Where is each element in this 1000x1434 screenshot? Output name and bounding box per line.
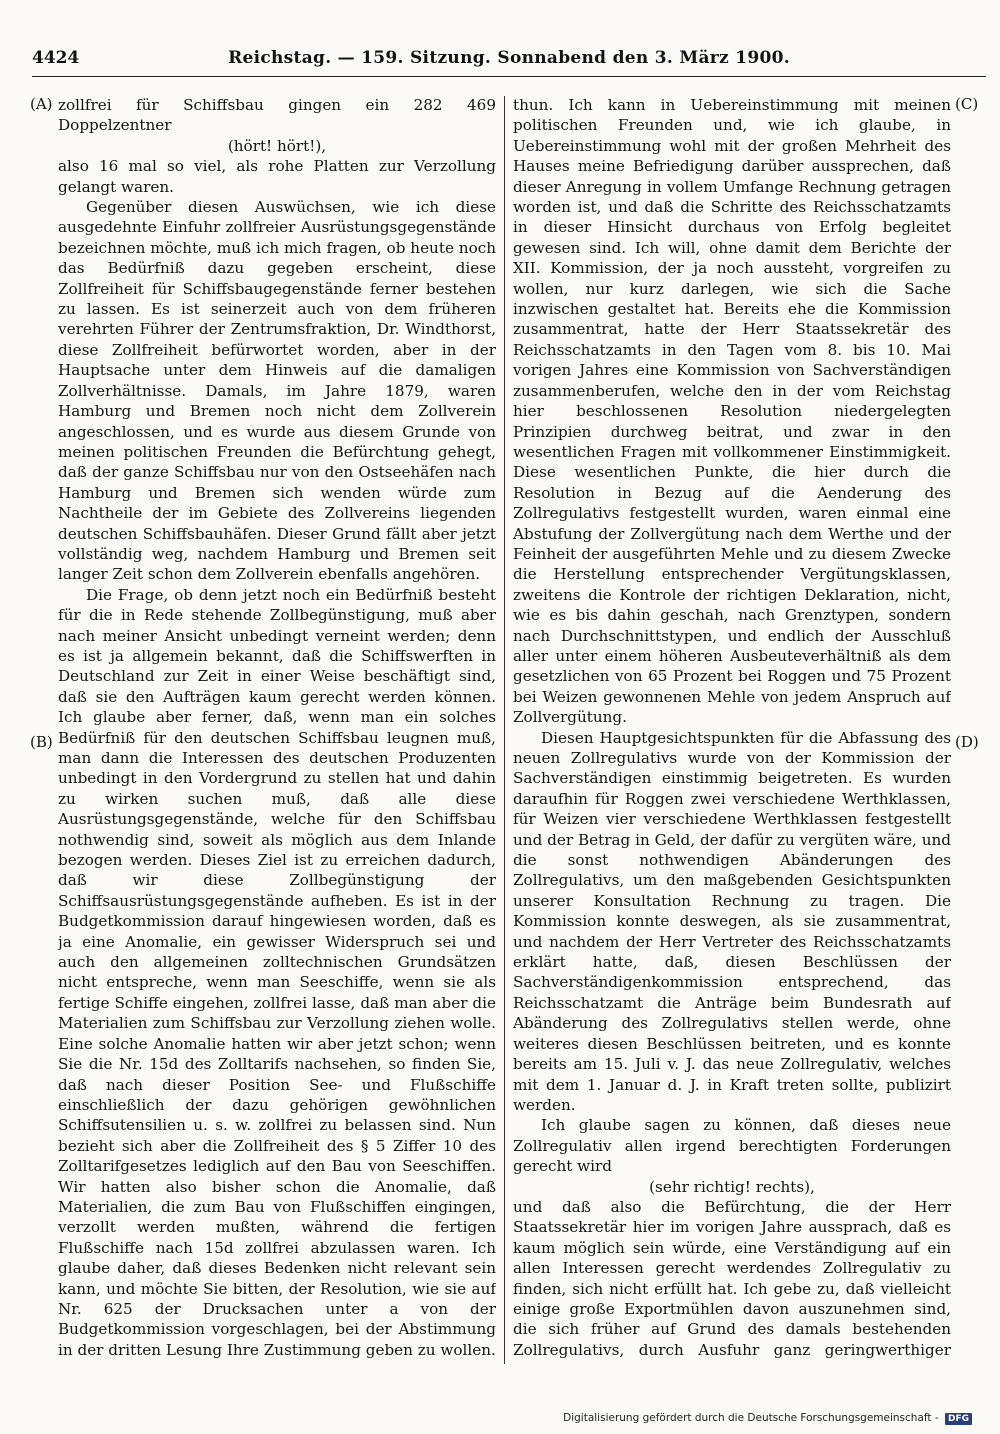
margin-mark-b: (B) [30,733,53,751]
margin-mark-a: (A) [30,95,53,113]
right-column [513,95,951,1363]
margin-mark-c: (C) [955,95,979,113]
running-title: Reichstag. — 159. Sitzung. Sonnabend den 3. März 1900. [228,48,790,68]
paragraph: und daß also die Befürchtung, die der Herr Staatssekretär hier im vorigen Jahre aussprach, daß es kaum möglich sein würde, eine Verständigung auf ein allen Interessen gerecht werdendes Zollregulativ zu finden, sich nicht erfüllt hat. Ich gebe zu, daß vielleicht einige große Exportmühlen davon auszunehmen sind, die sich früher auf Grund des damals bestehenden Zollregulativs, durch Ausfuhr ganz geringwerthiger [513,1197,951,1359]
header-rule [32,76,986,77]
page-header [32,48,986,72]
margin-mark-d: (D) [955,733,979,751]
column-separator [504,96,505,1364]
page-number: 4424 [32,48,80,68]
interjection: (sehr richtig! rechts), [649,1177,815,1196]
paragraph: also 16 mal so viel, als rohe Platten zur Verzollung gelangt waren. [58,157,496,196]
paragraph: Diesen Hauptgesichtspunkten für die Abfassung des neuen Zollregulativs wurde von der Kommission der Sachverständigen einstimmig beigetreten. Es wurden daraufhin für Roggen zwei verschiedene Werthklassen, für Weizen vier verschiedene Werthklassen festgestellt und der Betrag in Geld, der dafür zu vergüten wäre, und die sonst nothwendigen Abänderungen des Zollregulativs, um den maßgebenden Gesichtspunkten unserer Konsultation Rechnung zu tragen. Die Kommission konnte deswegen, als sie zusammentrat, und nachdem der Herr Vertreter des Reichsschatzamts erklärt hatte, daß, diesen Beschlüssen der Sachverständigenkommission entsprechend, das Reichsschatzamt die Anträge beim Bundesrath auf Abänderung des Zollregulativs stellen werde, ohne weiteres diesen Beschlüssen beitreten, und es konnte bereits am 15. Juli v. J. das neue Zollregulativ, welches mit dem 1. Januar d. J. in Kraft treten sollte, publizirt werden. [513,728,951,1114]
paragraph: zollfrei für Schiffsbau gingen ein 282 469 Doppelzentner [58,96,496,135]
interjection: (hört! hört!), [227,136,327,155]
left-column [58,95,496,1363]
paragraph: Die Frage, ob denn jetzt noch ein Bedürfniß besteht für die in Rede stehende Zollbegünstigung, muß aber nach meiner Ansicht unbedingt verneint werden; denn es ist ja allgemein bekannt, daß die Schiffswerften in Deutschland zur Zeit in einer Weise beschäftigt sind, daß sie den Aufträgen kaum gerecht werden können. Ich glaube aber ferner, daß, wenn man ein solches Bedürfniß für den deutschen Schiffsbau leugnen muß, man dann die Interessen des deutschen Produzenten unbedingt in den Vordergrund zu stellen hat und dahin zu wirken suchen muß, daß alle diese Ausrüstungsgegenstände, welche für den Schiffsbau nothwendig sind, soweit als möglich aus dem Inlande bezogen werden. Dieses Ziel ist zu erreichen dadurch, daß wir diese Zollbegünstigung der Schiffsausrüstungsgegenstände aufheben. Es ist in der Budgetkommission darauf hingewiesen worden, daß es ja eine Anomalie, ein gewisser Widerspruch sei und auch den allgemeinen zolltechnischen Grundsätzen nicht entspreche, wenn man Seeschiffe, wenn sie als fertige Schiffe eingehen, zollfrei lasse, daß man aber die Materialien zum Schiffsbau zur Verzollung ziehen wolle. Eine solche Anomalie hatten wir aber jetzt schon; wenn Sie die Nr. 15d des Zolltarifs nachsehen, so finden Sie, daß nach dieser Position See- und Flußschiffe einschließlich der dazu gehörigen gewöhnlichen Schiffsutensilien u. s. w. zollfrei zu belassen sind. Nun bezieht sich aber die Zollfreiheit des § 5 Ziffer 10 des Zolltarifgesetzes lediglich auf den Bau von Seeschiffen. Wir hatten also bisher schon die Anomalie, daß Materialien, die zum Bau von Flußschiffen eingingen, verzollt werden mußten, während die fertigen Flußschiffe nach 15d zollfrei abzulassen waren. Ich glaube daher, daß dieses Bedenken nicht relevant sein kann, und möchte Sie bitten, der Resolution, wie sie auf Nr. 625 der Drucksachen unter a von der Budgetkommission vorgeschlagen, bei der Abstimmung in der dritten Lesung Ihre Zustimmung geben zu wollen. [58,585,496,1359]
footer-credit [563,1412,972,1425]
interjection [58,1360,496,1363]
paragraph: Ich glaube sagen zu können, daß dieses neue Zollregulativ allen irgend berechtigten Forderungen gerecht wird [513,1116,951,1176]
dfg-logo: DFG [945,1413,972,1425]
paragraph: thun. Ich kann in Uebereinstimmung mit meinen politischen Freunden und, wie ich glaube, in Uebereinstimmung wohl mit der großen Mehrheit des Hauses meine Befriedigung darüber aussprechen, daß dieser Anregung in vollem Umfange Rechnung getragen worden ist, und daß die Schritte des Reichsschatzamts in dieser Hinsicht durchaus von Erfolg begleitet gewesen sind. Ich will, ohne damit dem Berichte der XII. Kommission, der ja noch aussteht, vorgreifen zu wollen, nur kurz darlegen, wie sich die Sache inzwischen gestaltet hat. Bereits ehe die Kommission zusammentrat, hatte der Herr Staatssekretär des Reichsschatzamts in den Tagen vom 8. bis 10. Mai vorigen Jahres eine Kommission von Sachverständigen zusammenberufen, welche den in der vom Reichstag hier beschlossenen Resolution niedergelegten Prinzipien durchweg beitrat, und zwar in den wesentlichen Fragen mit vollkommener Einstimmigkeit. Diese wesentlichen Punkte, die hier durch die Resolution in Bezug auf die Aenderung des Zollregulativs festgestellt wurden, waren einmal eine Abstufung der Zollvergütung nach dem Werthe und der Feinheit der ausgeführten Mehle und zu diesem Zwecke die Herstellung entsprechender Vergütungsklassen, zweitens die Kontrole der richtigen Deklaration, nicht, wie es bis dahin geschah, nach Grenztypen, sondern nach Durchschnittstypen, und endlich der Ausschluß aller unter einem höheren Ausbeuteverhältniß als dem gesetzlichen von 65 Prozent bei Roggen und 75 Prozent bei Weizen gewonnenen Mehle von jedem Anspruch auf Zollvergütung. [513,96,951,727]
footer-text: Digitalisierung gefördert durch die Deutsche Forschungsgemeinschaft - [563,1412,939,1424]
paragraph: Gegenüber diesen Auswüchsen, wie ich diese ausgedehnte Einfuhr zollfreier Ausrüstungsgegenstände bezeichnen möchte, muß ich mich fragen, ob heute noch das Bedürfniß dazu gegeben erscheint, diese Zollfreiheit für Schiffsbaugegenstände ferner bestehen zu lassen. Es ist seinerzeit auch von dem früheren verehrten Führer der Zentrumsfraktion, Dr. Windthorst, diese Zollfreiheit befürwortet worden, aber in der Hauptsache unter dem Hinweis auf die damaligen Zollverhältnisse. Damals, im Jahre 1879, waren Hamburg und Bremen noch nicht dem Zollverein angeschlossen, und es wurde aus diesem Grunde von meinen politischen Freunden die Befürchtung gehegt, daß der ganze Schiffsbau nur von den Ostseehäfen nach Hamburg und Bremen sich wenden würde zum Nachtheile der im Gebiete des Zollvereins liegenden deutschen Schiffsbauhäfen. Dieser Grund fällt aber jetzt vollständig weg, nachdem Hamburg und Bremen seit langer Zeit schon dem Zollverein ebenfalls angehören. [58,198,496,584]
